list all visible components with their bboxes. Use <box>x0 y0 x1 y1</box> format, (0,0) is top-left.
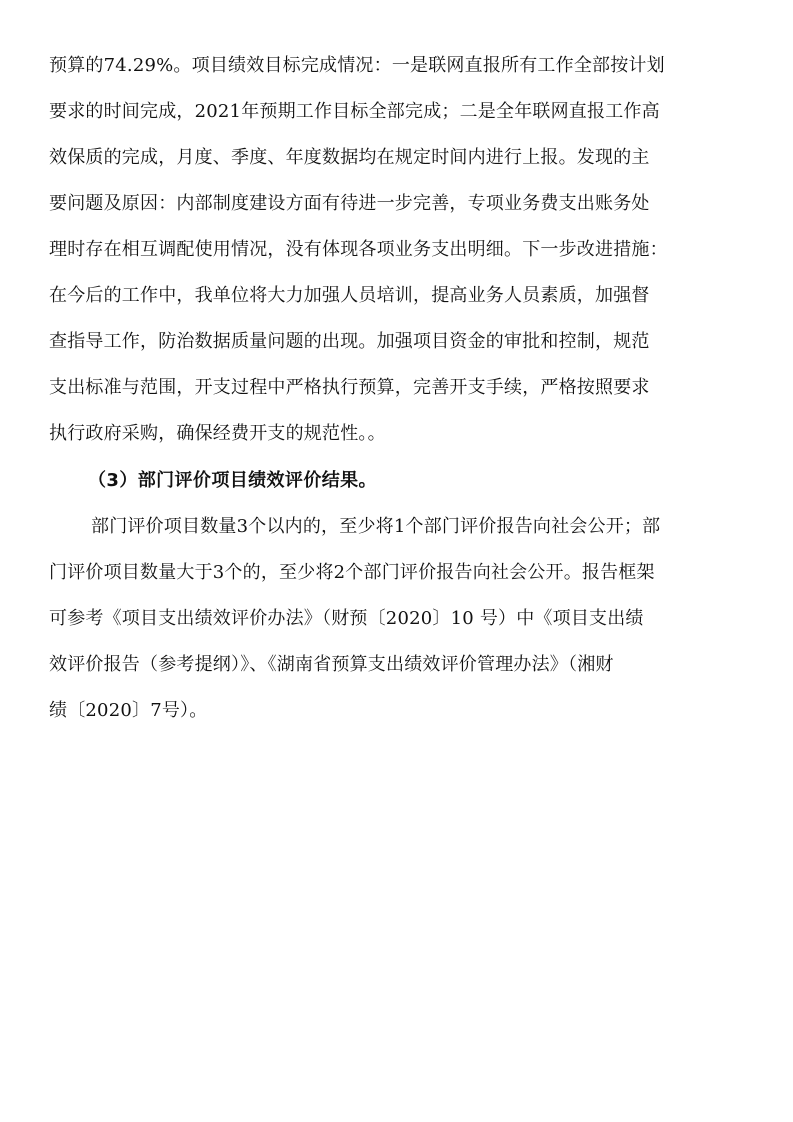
paragraph-line: 绩〔2020〕7号）。 <box>49 700 208 721</box>
paragraph-line: 支出标准与范围，开支过程中严格执行预算，完善开支手续，严格按照要求 <box>49 377 650 398</box>
paragraph-line: 要问题及原因：内部制度建设方面有待进一步完善，专项业务费支出账务处 <box>49 193 650 214</box>
paragraph-line: 执行政府采购，确保经费开支的规范性。。 <box>49 423 386 444</box>
paragraph-line: 效评价报告（参考提纲）》、《湖南省预算支出绩效评价管理办法》（湘财 <box>49 654 614 675</box>
paragraph-line: 可参考《项目支出绩效评价办法》（财预〔2020〕10 号）中《项目支出绩 <box>49 608 644 629</box>
section-heading: （3）部门评价项目绩效评价结果。 <box>88 470 377 491</box>
paragraph-line: 效保质的完成，月度、季度、年度数据均在规定时间内进行上报。发现的主 <box>49 147 650 168</box>
paragraph-line: 部门评价项目数量3个以内的，至少将1个部门评价报告向社会公开；部 <box>91 516 661 537</box>
paragraph-line: 预算的74.29%。项目绩效目标完成情况：一是联网直报所有工作全部按计划 <box>49 55 665 76</box>
paragraph-line: 理时存在相互调配使用情况，没有体现各项业务支出明细。下一步改进措施： <box>49 239 668 260</box>
paragraph-line: 查指导工作，防治数据质量问题的出现。加强项目资金的审批和控制，规范 <box>49 331 650 352</box>
paragraph-line: 门评价项目数量大于3个的，至少将2个部门评价报告向社会公开。报告框架 <box>49 562 655 583</box>
paragraph-line: 要求的时间完成，2021年预期工作目标全部完成；二是全年联网直报工作高 <box>49 101 660 122</box>
paragraph-line: 在今后的工作中，我单位将大力加强人员培训，提高业务人员素质，加强督 <box>49 285 650 306</box>
